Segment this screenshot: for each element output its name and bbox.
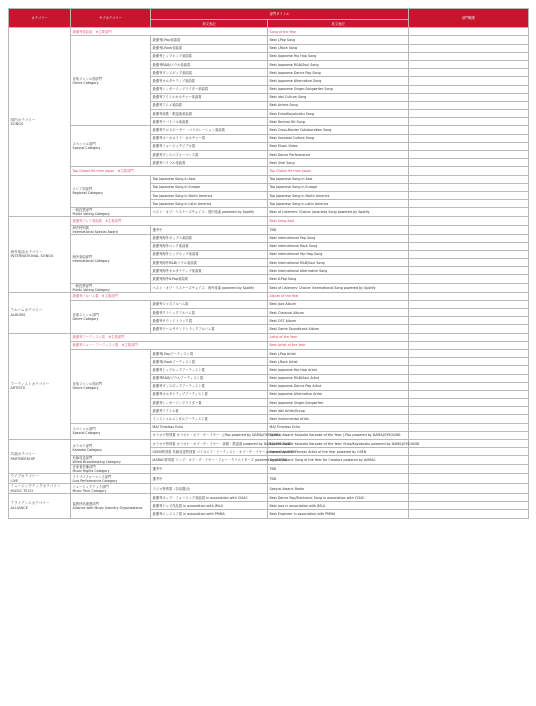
- award-en: Best Japanese Dance Pop Artist: [268, 382, 409, 390]
- award-desc: [409, 142, 529, 150]
- award-jp: 最優秀海外ポップス楽曲賞: [151, 234, 268, 242]
- category-cell: 海外楽曲カテゴリー INTERNATIONAL SONGS: [9, 217, 71, 292]
- award-jp: 最優秀ゲームサウンドトラックアルバム賞: [151, 325, 268, 333]
- category-cell: アライアンスカテゴリー ALLIANCE: [9, 494, 71, 519]
- award-en: Best Viral Song: [268, 159, 409, 167]
- award-desc: [409, 52, 529, 60]
- award-jp: 選考中: [151, 474, 268, 484]
- award-en: Best International R&B/Soul Song: [268, 259, 409, 267]
- award-en: Best J-Rock Artist: [268, 358, 409, 366]
- award-en: Special Award: Karaoke Karaoke of the Year: Enka/Kayokyoku powered by DAM&JOYSOUND: [268, 440, 409, 448]
- award-desc: [409, 93, 529, 101]
- header-desc: 部門概要: [409, 9, 529, 28]
- award-desc: [409, 366, 529, 374]
- award-desc: [409, 208, 529, 217]
- award-en: Best Japanese R&B/Soul Song: [268, 60, 409, 68]
- award-desc: [409, 390, 529, 398]
- award-en: Best Classical Album: [268, 309, 409, 317]
- award-jp: 最優秀リバイバル楽曲賞: [151, 118, 268, 126]
- subcategory-cell: 一般投票部門 Public Voting Category: [71, 283, 151, 292]
- award-en: Top Japanese Song in Latin America: [268, 200, 409, 208]
- award-desc: [409, 36, 529, 44]
- award-jp: USEN特別賞 有線放送特別賞 パイオニア・アーティスト・オブ・ザ・イヤー powered by USEN: [151, 448, 268, 456]
- table-row: [9, 234, 529, 242]
- award-jp: 最優秀海外ヒップホップ楽曲賞: [151, 250, 268, 258]
- header-section: 部門タイトル: [151, 9, 409, 20]
- award-jp: 最優秀クロスボーダー・コラボレーション楽曲賞: [151, 126, 268, 134]
- award-jp: Top Japanese Song in North America: [151, 191, 268, 199]
- award-jp: 最優秀海外K-Pop楽曲賞: [151, 275, 268, 283]
- award-en: Top Global Hit from Japan: [268, 167, 409, 175]
- award-desc: [409, 250, 529, 258]
- award-desc: [409, 159, 529, 167]
- award-en: Best Dance Pop/Electronic Song in association with CISAC: [268, 494, 409, 502]
- table-row: [9, 349, 529, 357]
- award-en: Best K-Pop Song: [268, 275, 409, 283]
- award-jp: 最優秀ミュージックビデオ賞: [151, 142, 268, 150]
- award-jp: 最優秀バイラル楽曲賞: [151, 159, 268, 167]
- award-desc: [409, 225, 529, 234]
- table-row: [9, 456, 529, 465]
- award-en: MAJ Timeless Echo: [268, 423, 409, 431]
- subcategory-cell: 一般投票部門 Public Voting Category: [71, 208, 151, 217]
- award-en: Best Jazz in association with JMLA: [268, 502, 409, 510]
- award-jp: 最優秀クラシックアルバム賞: [151, 309, 268, 317]
- award-jp: ベスト・オブ・リスナーズチョイス：国内楽曲 powered by Spotify: [151, 208, 268, 217]
- award-en: Best Engineer in association with PMMA: [268, 510, 409, 518]
- award-desc: [409, 374, 529, 382]
- award-jp: 最優秀R&B/ソウル楽曲賞: [151, 60, 268, 68]
- award-desc: [409, 110, 529, 118]
- award-en: Best J-Pop Song: [268, 36, 409, 44]
- award-jp: 最優秀海外オルタナティブ楽曲賞: [151, 267, 268, 275]
- table-row: [9, 28, 529, 36]
- award-jp: 最優秀J-Popアーティスト賞: [151, 349, 268, 357]
- table-row: [9, 341, 529, 349]
- subcategory-cell: スペシャル部門 Special Category: [71, 126, 151, 167]
- header-category: カテゴリー: [9, 9, 71, 28]
- award-desc: [409, 242, 529, 250]
- table-row: [9, 175, 529, 183]
- category-cell: ライブカテゴリー LIVE: [9, 474, 71, 484]
- award-desc: [409, 382, 529, 390]
- award-jp: 最優秀海外R&B/ソウル楽曲賞: [151, 259, 268, 267]
- award-en: New Artist of the Year: [268, 341, 409, 349]
- award-en: Best Japanese Dance Pop Song: [268, 69, 409, 77]
- award-desc: [409, 85, 529, 93]
- award-desc: [409, 77, 529, 85]
- award-en: Best Vocaloid Culture Song: [268, 134, 409, 142]
- award-jp: 最優秀オルタナティブ楽曲賞: [151, 77, 268, 85]
- award-desc: [409, 309, 529, 317]
- award-en: Best Music Video: [268, 142, 409, 150]
- award-desc: [409, 191, 529, 199]
- award-desc: [409, 502, 529, 510]
- category-cell: 国内カテゴリー SONGS: [9, 28, 71, 217]
- main-award-jp: 最優秀楽曲賞 ※主要部門: [71, 28, 268, 36]
- award-desc: [409, 325, 529, 333]
- table-row: [9, 333, 529, 341]
- award-en: Best Japanese Alternative Song: [268, 77, 409, 85]
- award-en: Top Japanese Song in North America: [268, 191, 409, 199]
- award-desc: [409, 399, 529, 407]
- award-en: Top Japanese Song in Europe: [268, 183, 409, 191]
- main-award-jp: 最優秀アーティスト賞 ※主要部門: [71, 333, 268, 341]
- award-jp: MAJ Timeless Echo: [151, 423, 268, 431]
- award-desc: [409, 200, 529, 208]
- subcategory-cell: スペシャル部門 Special Category: [71, 423, 151, 439]
- table-row: [9, 217, 529, 225]
- table-row: [9, 484, 529, 494]
- subcategory-cell: エリア別部門 Regional Category: [71, 175, 151, 208]
- category-cell: 共創カテゴリー PARTNERSHIP: [9, 440, 71, 474]
- award-en: Best International Pop Song: [268, 234, 409, 242]
- award-desc: [409, 167, 529, 175]
- award-en: Best Revival Hit Song: [268, 118, 409, 126]
- award-en: TBD: [268, 465, 409, 474]
- award-jp: カラオケ特別賞 カラオケ・オブ・ザ・イヤー：J-Pop powered by DAM&JOYSOUND: [151, 431, 268, 439]
- award-jp: 最優秀ダンスポップアーティスト賞: [151, 382, 268, 390]
- subcategory-cell: カラオケ部門 Karaoke Category: [71, 440, 151, 456]
- award-jp: 最優秀ヒップホップ楽曲賞: [151, 52, 268, 60]
- award-jp: 最優秀ダンスパフォーマンス賞: [151, 151, 268, 159]
- award-desc: [409, 407, 529, 415]
- award-en: Best International Alternative Song: [268, 267, 409, 275]
- award-desc: [409, 217, 529, 225]
- table-body: [9, 28, 529, 518]
- award-en: Best Anime Song: [268, 101, 409, 109]
- award-desc: [409, 494, 529, 502]
- award-desc: [409, 28, 529, 36]
- table-row: [9, 440, 529, 448]
- award-desc: [409, 349, 529, 357]
- award-jp: インストゥルメンタルアーティスト賞: [151, 415, 268, 423]
- award-en: Best OST Album: [268, 317, 409, 325]
- award-jp: 最優秀R&B/ソウルアーティスト賞: [151, 374, 268, 382]
- award-en: Best Enka/Kayokyoku Song: [268, 110, 409, 118]
- award-jp: 最優秀サウンドトラック賞: [151, 317, 268, 325]
- award-en: TBD: [268, 225, 409, 234]
- award-desc: [409, 465, 529, 474]
- award-jp: 最優秀演歌・歌謡曲楽曲賞: [151, 110, 268, 118]
- award-en: Best Idol Culture Song: [268, 93, 409, 101]
- award-en: Song of the Year: [268, 28, 409, 36]
- award-en: Best Instrumental Artist: [268, 415, 409, 423]
- category-cell: ミュージックテックカテゴリー MUSIC TECH: [9, 484, 71, 494]
- subcategory-cell: 海外楽曲部門 International Category: [71, 234, 151, 283]
- award-jp: 最優秀ボーカロイド・カルチャー賞: [151, 134, 268, 142]
- award-desc: [409, 292, 529, 300]
- award-en: Best Cross-Border Collaboration Song: [268, 126, 409, 134]
- award-desc: [409, 267, 529, 275]
- award-desc: [409, 69, 529, 77]
- category-cell: アーティストカテゴリー ARTISTS: [9, 333, 71, 439]
- award-jp: Top Japanese Song in Latin America: [151, 200, 268, 208]
- award-en: Album of the Year: [268, 292, 409, 300]
- subcategory-cell: 音楽ジャンル部門 Genre Category: [71, 300, 151, 333]
- award-jp: JASRAC特別賞 ソング・オブ・ザ・イヤー・フォー・クリエイターズ powered by JASRAC: [151, 456, 268, 465]
- award-en: Best International Hip Hop Song: [268, 250, 409, 258]
- award-desc: [409, 60, 529, 68]
- award-desc: [409, 510, 529, 518]
- table-row: [9, 126, 529, 134]
- award-en: Best Jazz Album: [268, 300, 409, 308]
- table-row: [9, 494, 529, 502]
- award-jp: 最優秀ジャズ作品賞 in association with JMLA: [151, 502, 268, 510]
- award-desc: [409, 183, 529, 191]
- table-row: [9, 36, 529, 44]
- award-desc: [409, 151, 529, 159]
- award-en: Best Japanese Hip Hop Artist: [268, 366, 409, 374]
- award-jp: ベスト・オブ・リスナーズチョイス：海外楽曲 powered by Spotify: [151, 283, 268, 292]
- main-award-jp: Top Global Hit from Japan ※主要部門: [71, 167, 268, 175]
- category-table: [8, 8, 529, 519]
- award-jp: 最優秀エンジニア賞 in association with PMMA: [151, 510, 268, 518]
- award-en: Special Award: Radio: [268, 484, 409, 494]
- table-row: [9, 167, 529, 175]
- award-en: Best J-Pop Artist: [268, 349, 409, 357]
- award-en: Best Japanese Alternative Artist: [268, 390, 409, 398]
- award-jp: 最優秀J-Rock楽曲賞: [151, 44, 268, 52]
- award-desc: [409, 448, 529, 456]
- award-jp: 最優秀J-Rockアーティスト賞: [151, 358, 268, 366]
- main-award-jp: 最優秀ニュー・アーティスト賞 ※主要部門: [71, 341, 268, 349]
- award-desc: [409, 101, 529, 109]
- award-jp: 選考中: [151, 225, 268, 234]
- award-jp: ラジオ特別賞（各局選出）: [151, 484, 268, 494]
- table-row: [9, 292, 529, 300]
- award-desc: [409, 175, 529, 183]
- award-desc: [409, 423, 529, 431]
- subcategory-cell: 音楽ジャンル別部門 Genre Category: [71, 349, 151, 423]
- award-en: Best Game Soundtrack Album: [268, 325, 409, 333]
- award-desc: [409, 283, 529, 292]
- award-jp: カラオケ特別賞 カラオケ・オブ・ザ・イヤー：演歌・歌謡曲 powered by DAM&JOYSOUND: [151, 440, 268, 448]
- award-desc: [409, 317, 529, 325]
- award-jp: Top Japanese Song in Asia: [151, 175, 268, 183]
- award-jp: 最優秀ジャズアルバム賞: [151, 300, 268, 308]
- award-en: Special Award: Pioneer Artist of the Year powered by USEN: [268, 448, 409, 456]
- award-desc: [409, 333, 529, 341]
- award-desc: [409, 415, 529, 423]
- award-en: Best Idol Artist/Group: [268, 407, 409, 415]
- subcategory-cell: 有線放送部門 Wired Broadcasting Category: [71, 456, 151, 465]
- award-desc: [409, 358, 529, 366]
- award-jp: 最優秀ダンスポップ楽曲賞: [151, 69, 268, 77]
- award-en: TBD: [268, 474, 409, 484]
- award-desc: [409, 300, 529, 308]
- table-row: [9, 474, 529, 484]
- award-en: Top Japanese Song in Asia: [268, 175, 409, 183]
- table-row: [9, 300, 529, 308]
- award-en: Best Dance Performance: [268, 151, 409, 159]
- award-jp: 最優秀アニメ楽曲賞: [151, 101, 268, 109]
- award-jp: 最優秀シンガーソングライター賞: [151, 399, 268, 407]
- award-desc: [409, 440, 529, 448]
- award-desc: [409, 474, 529, 484]
- award-en: Best Japanese Hip Hop Song: [268, 52, 409, 60]
- main-award-jp: 最優秀アジア楽曲賞 ※主要部門: [71, 217, 268, 225]
- table-row: [9, 208, 529, 217]
- award-desc: [409, 456, 529, 465]
- award-en: Best J-Rock Song: [268, 44, 409, 52]
- award-jp: 最優秀J-Pop楽曲賞: [151, 36, 268, 44]
- header-jp: 和文表記: [151, 20, 268, 28]
- award-en: Best of Listeners' Choice: International Song powered by Spotify: [268, 283, 409, 292]
- award-jp: 選考中: [151, 465, 268, 474]
- award-jp: 最優秀アイドル賞: [151, 407, 268, 415]
- subcategory-cell: ミュージックテック部門 Music Tech Category: [71, 484, 151, 494]
- award-desc: [409, 341, 529, 349]
- main-award-jp: 最優秀アルバム賞 ※主要部門: [71, 292, 268, 300]
- award-jp: 最優秀アイドルカルチャー楽曲賞: [151, 93, 268, 101]
- award-en: Best Japanese Singer-Songwriter Song: [268, 85, 409, 93]
- award-en: Special Award: Song of the Year for Creators powered by JASRAC: [268, 456, 409, 465]
- header-en: 英文表記: [268, 20, 409, 28]
- award-desc: [409, 44, 529, 52]
- award-en: Special Award: Karaoke Karaoke of the Year: J-Pop powered by DAM&JOYSOUND: [268, 431, 409, 439]
- table-row: [9, 423, 529, 431]
- award-en: Best Japanese Singer-Songwriter: [268, 399, 409, 407]
- award-en: Best International Rock Song: [268, 242, 409, 250]
- award-desc: [409, 431, 529, 439]
- table-row: [9, 225, 529, 234]
- award-jp: 最優秀シンガーソングライター楽曲賞: [151, 85, 268, 93]
- award-en: Best of Listeners' Choice: Japanese Song powered by Spotify: [268, 208, 409, 217]
- award-desc: [409, 484, 529, 494]
- award-desc: [409, 118, 529, 126]
- award-en: Best Japanese R&B/Soul Artist: [268, 374, 409, 382]
- header-subcategory: サブカテゴリー: [71, 9, 151, 28]
- award-jp: 最優秀ポップ・ミュージック楽曲賞 in association with CISAC: [151, 494, 268, 502]
- table-row: [9, 465, 529, 474]
- award-jp: 最優秀海外ロック楽曲賞: [151, 242, 268, 250]
- award-desc: [409, 234, 529, 242]
- award-desc: [409, 134, 529, 142]
- award-jp: 最優秀オルタナティブアーティスト賞: [151, 390, 268, 398]
- subcategory-cell: 音楽著作権部門 Music Rights Category: [71, 465, 151, 474]
- award-desc: [409, 126, 529, 134]
- category-cell: アルバムカテゴリー ALBUMS: [9, 292, 71, 333]
- award-en: Best Song Asia: [268, 217, 409, 225]
- award-jp: 最優秀ヒップホップアーティスト賞: [151, 366, 268, 374]
- award-en: Artist of the Year: [268, 333, 409, 341]
- table-row: [9, 283, 529, 292]
- subcategory-cell: 海外特別賞 International Special Award: [71, 225, 151, 234]
- award-desc: [409, 275, 529, 283]
- subcategory-cell: ライブパフォーマンス部門 Live Performance Category: [71, 474, 151, 484]
- subcategory-cell: 協賛団体連携部門 Alliance with Music Industry Organizations: [71, 494, 151, 519]
- award-desc: [409, 259, 529, 267]
- subcategory-cell: 音楽ジャンル別部門 Genre Category: [71, 36, 151, 126]
- award-jp: Top Japanese Song in Europe: [151, 183, 268, 191]
